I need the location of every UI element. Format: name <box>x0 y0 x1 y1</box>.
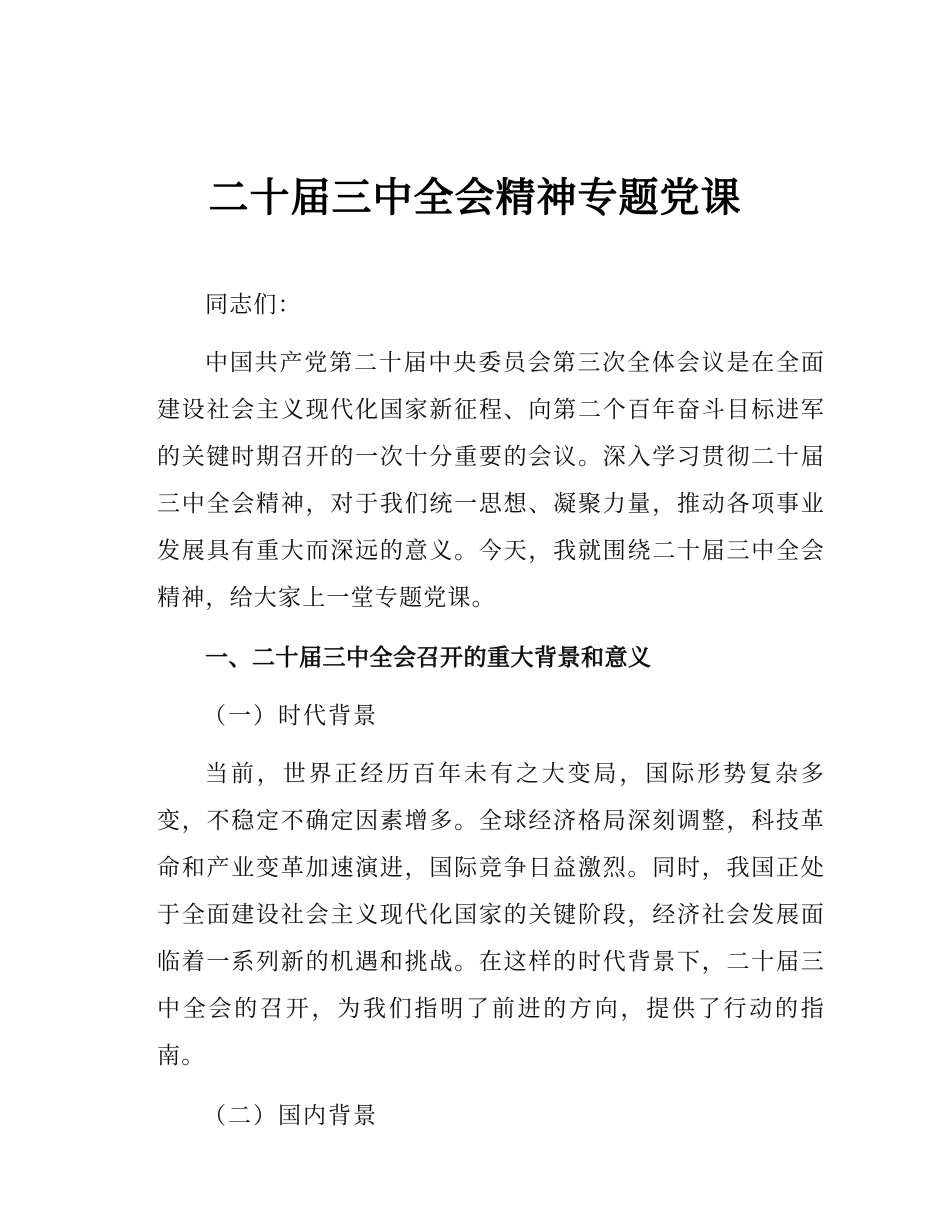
intro-paragraph: 中国共产党第二十届中央委员会第三次全体会议是在全面建设社会主义现代化国家新征程、向第二个百年奋斗目标进军的关键时期召开的一次十分重要的会议。深入学习贯彻二十届三中全会精神，对于我们统一思想、凝聚力量，推动各项事业发展具有重大而深远的意义。今天，我就围绕二十届三中全会精神，给大家上一堂专题党课。 <box>157 350 825 611</box>
document-title: 二十届三中全会精神专题党课 <box>208 175 742 221</box>
era-background-paragraph: 当前，世界正经历百年未有之大变局，国际形势复杂多变，不稳定不确定因素增多。全球经济格局深刻调整，科技革命和产业变革加速演进，国际竞争日益激烈。同时，我国正处于全面建设社会主义现代化国家的关键阶段，经济社会发展面临着一系列新的机遇和挑战。在这样的时代背景下，二十届三中全会的召开，为我们指明了前进的方向，提供了行动的指南。 <box>157 761 825 1069</box>
section-heading: 一、二十届三中全会召开的重大背景和意义 <box>205 645 652 671</box>
subsection-heading-era: （一）时代背景 <box>203 703 378 729</box>
subsection-heading-domestic: （二）国内背景 <box>203 1103 378 1129</box>
document-body <box>157 282 825 1140</box>
greeting: 同志们： <box>205 292 302 318</box>
